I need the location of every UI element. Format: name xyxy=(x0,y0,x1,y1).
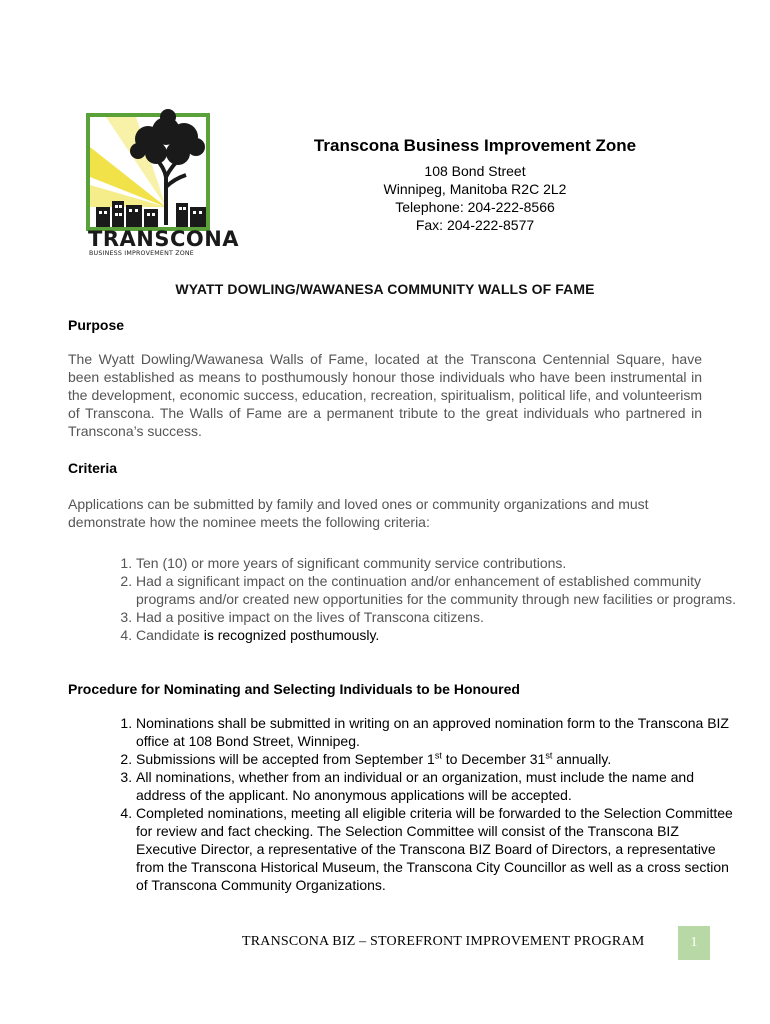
page-number: 1 xyxy=(678,926,710,960)
procedure-item xyxy=(136,750,736,768)
telephone: Telephone: 204-222-8566 xyxy=(395,199,555,215)
procedure-list xyxy=(94,714,736,894)
organization-name: Transcona Business Improvement Zone xyxy=(313,136,637,155)
procedure-item-2-b: to December 31 xyxy=(441,751,546,767)
criteria-item-4-part2: is recognized posthumously. xyxy=(199,627,380,643)
logo-tagline: BUSINESS IMPROVEMENT ZONE xyxy=(89,250,194,257)
procedure-item: 3. All nominations, whether from an individual or an organization, must include the name and address of the applicant. No anonymous applications will be accepted. xyxy=(136,768,736,804)
procedure-item-2-c: annually. xyxy=(552,751,612,767)
ordinal-suffix: st xyxy=(434,750,442,761)
criteria-heading: Criteria xyxy=(68,460,118,476)
criteria-intro: Applications can be submitted by family and loved ones or community organizations and must demonstrate how the nominee meets the following criteria: xyxy=(68,496,649,530)
purpose-heading: Purpose xyxy=(68,317,125,333)
criteria-item xyxy=(136,626,736,644)
procedure-item: 1. Nominations shall be submitted in writing on an approved nomination form to the Transcona BIZ office at 108 Bond Street, Winnipeg. xyxy=(136,714,736,750)
ordinal-suffix: st xyxy=(545,750,553,761)
document-title: WYATT DOWLING/WAWANESA COMMUNITY WALLS OF FAME xyxy=(175,281,595,297)
logo-wordmark: TRANSCONA xyxy=(88,227,240,251)
footer-text: TRANSCONA BIZ – STOREFRONT IMPROVEMENT PROGRAM xyxy=(242,934,645,949)
criteria-item: 1. Ten (10) or more years of significant community service contributions. xyxy=(136,554,736,572)
criteria-item: 2. Had a significant impact on the continuation and/or enhancement of established community programs and/or created new opportunities for the community through new facilities or programs. xyxy=(136,572,736,608)
organization-header xyxy=(250,136,700,234)
fax: Fax: 204-222-8577 xyxy=(415,217,535,233)
address-line-2: Winnipeg, Manitoba R2C 2L2 xyxy=(383,181,567,197)
purpose-text: The Wyatt Dowling/Wawanesa Walls of Fame, located at the Transcona Centennial Square, have been established as means to posthumously honour those individuals who have been instrumental in the development, economic success, education, recreation, spiritualism, political life, and volunteerism of Transcona. The Walls of Fame are a permanent tribute to the great individuals who partnered in Transcona’s success. xyxy=(68,351,702,439)
procedure-item-2-a: Submissions will be accepted from September 1 xyxy=(136,751,435,767)
criteria-list xyxy=(94,554,736,644)
address-line-1: 108 Bond Street xyxy=(424,163,526,179)
transcona-biz-logo xyxy=(86,107,240,259)
procedure-heading: Procedure for Nominating and Selecting Individuals to be Honoured xyxy=(68,681,520,697)
criteria-item-4-part1: Candidate xyxy=(136,627,200,643)
procedure-item: 4. Completed nominations, meeting all eligible criteria will be forwarded to the Selection Committee for review and fact checking. The Selection Committee will consist of the Transcona BIZ Executive Director, a representative of the Transcona BIZ Board of Directors, a representative from the Transcona Historical Museum, the Transcona City Councillor as well as a cross section of Transcona Community Organizations. xyxy=(136,804,736,894)
criteria-item: 3. Had a positive impact on the lives of Transcona citizens. xyxy=(136,608,736,626)
